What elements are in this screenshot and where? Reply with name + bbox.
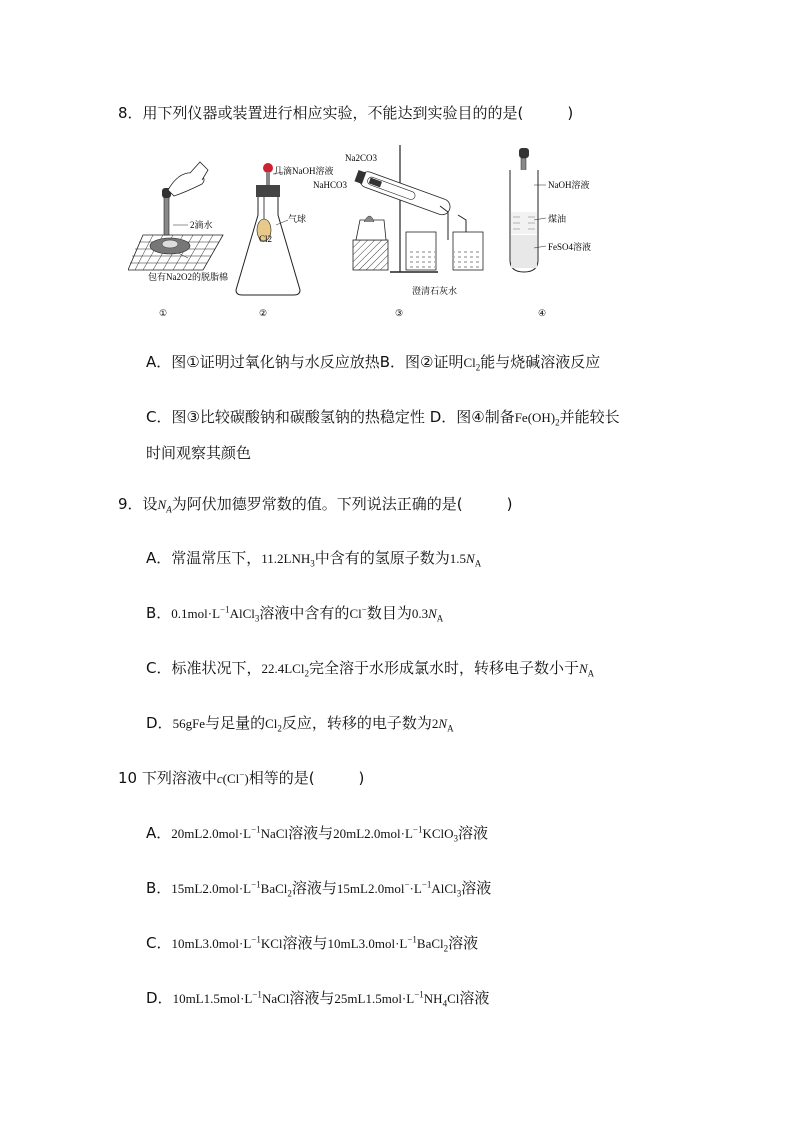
label-limewater: 澄清石灰水	[412, 286, 458, 296]
label-feso4: FeSO4溶液	[548, 242, 592, 252]
q10-option-b: B．$15mL2.0mol\cdot L^{-1}BaCl_2$溶液与$15mL2.0mol^-\cdot L^{-1}AlCl_3$溶液	[146, 879, 492, 899]
figure-1-sodium-peroxide	[128, 162, 228, 318]
label-balloon: 气球	[288, 214, 307, 224]
apparatus-figure	[128, 140, 688, 325]
figure-number-4: ④	[538, 308, 547, 318]
label-nahco3: NaHCO3	[313, 180, 347, 190]
q9-option-b: B．$0.1mol\cdot L^{-1}AlCl_3$溶液中含有的Cl−数目为$0.3N_A$	[146, 604, 444, 624]
q10-option-a: A．$20mL2.0mol\cdot L^{-1}NaCl$溶液与$20mL2.0mol\cdot L^{-1}KClO_3$溶液	[146, 824, 489, 844]
figure-4-test-tube	[510, 148, 591, 318]
question-10-stem: 10 下列溶液中c(Cl−)相等的是( )	[118, 769, 365, 787]
question-9-stem: 9．设$N_A$为阿伏加德罗常数的值。下列说法正确的是( )	[118, 495, 513, 515]
label-naoh-solution: NaOH溶液	[548, 180, 590, 190]
figure-number-1: ①	[159, 308, 168, 318]
q9-option-c: C．标准状况下，22.4LCl$_2$完全溶于水形成氯水时，转移电子数小于$N_A$	[146, 659, 595, 679]
label-cl2: Cl2	[259, 234, 273, 244]
formula-feoh2: $Fe(OH)_2$	[514, 410, 560, 428]
question-8-stem: 8．用下列仪器或装置进行相应实验，不能达到实验目的的是( )	[118, 104, 574, 122]
figure-number-3: ③	[395, 308, 404, 318]
symbol-na: $N_A$	[157, 497, 172, 515]
q9-option-a: A．常温常压下，$11.2LNH_3$中含有的氢原子数为$1.5N_A$	[146, 549, 482, 569]
label-cotton: 包有Na2O2的脱脂棉	[148, 272, 228, 282]
formula-cl2: $Cl_2$	[463, 355, 481, 373]
figure-number-2: ②	[259, 308, 268, 318]
label-na2co3: Na2CO3	[345, 153, 377, 163]
q9-option-d: D．56gFe与足量的$Cl_2$反应，转移的电子数为$2N_A$	[146, 714, 454, 734]
q8-option-a-b: A．图①证明过氧化钠与水反应放热B．图②证明$Cl_2$能与烧碱溶液反应	[146, 353, 601, 373]
figure-3-thermal-stability	[313, 145, 483, 318]
q8-option-c-d: C．图③比较碳酸钠和碳酸氢钠的热稳定性 D．图④制备$Fe(OH)_2$并能较长	[146, 408, 620, 428]
label-naoh-drops: 几滴NaOH溶液	[274, 166, 334, 176]
q10-option-d: D．$10mL1.5mol\cdot L^{-1}NaCl$溶液与$25mL1.5mol\cdot L^{-1}NH_4Cl$溶液	[146, 989, 490, 1009]
label-kerosene: 煤油	[548, 214, 567, 224]
label-2-drops-water: 2滴水	[190, 220, 213, 230]
q10-option-c: C．$10mL3.0mol\cdot L^{-1}KCl$溶液与$10mL3.0mol\cdot L^{-1}BaCl_2$溶液	[146, 934, 479, 954]
q8-option-c-d-line2: 时间观察其颜色	[146, 444, 252, 462]
